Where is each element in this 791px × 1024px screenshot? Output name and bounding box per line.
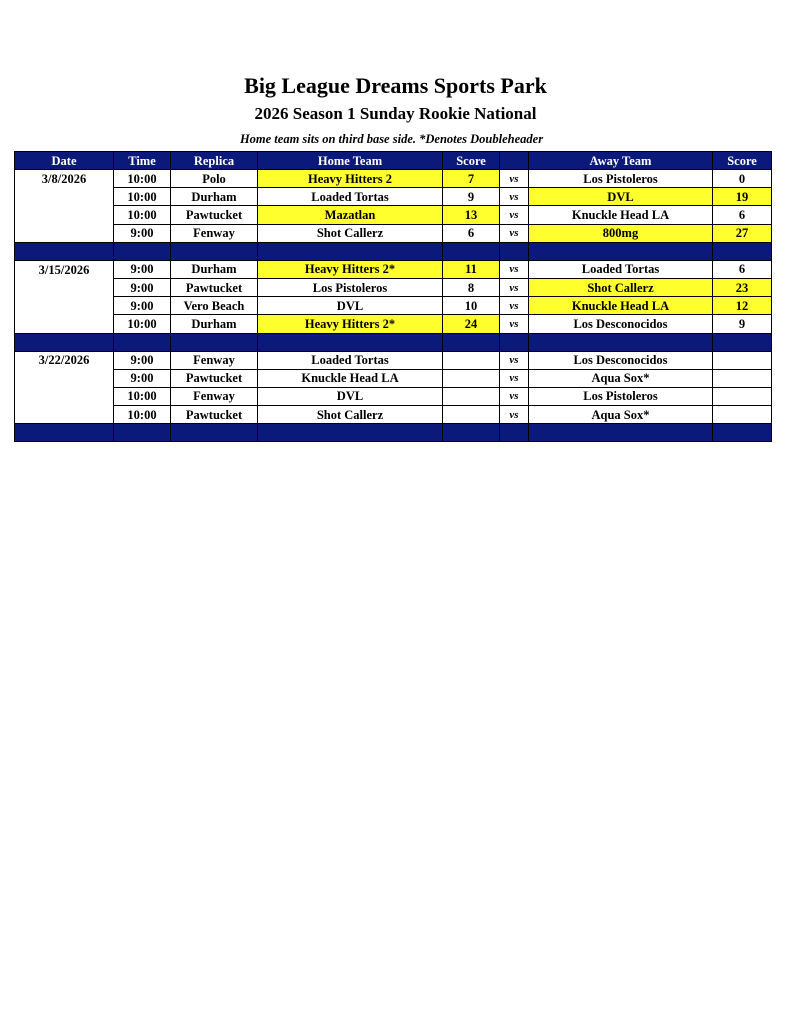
game-time: 10:00 <box>114 188 171 206</box>
separator-cell <box>443 424 500 442</box>
col-header-home-team: Home Team <box>258 152 443 170</box>
game-replica: Pawtucket <box>171 406 258 424</box>
vs-label: vs <box>500 206 529 224</box>
game-time: 10:00 <box>114 206 171 224</box>
game-date <box>15 278 114 296</box>
away-score: 12 <box>713 297 772 315</box>
away-score: 9 <box>713 315 772 333</box>
away-team: Loaded Tortas <box>529 260 713 278</box>
home-team: DVL <box>258 387 443 405</box>
game-time: 9:00 <box>114 297 171 315</box>
page-title: Big League Dreams Sports Park <box>244 73 547 98</box>
game-time: 10:00 <box>114 315 171 333</box>
separator-cell <box>529 333 713 351</box>
separator-cell <box>114 242 171 260</box>
game-date <box>15 315 114 333</box>
table-row <box>15 224 772 242</box>
col-header-vs <box>500 152 529 170</box>
separator-cell <box>713 242 772 260</box>
col-header-home-score: Score <box>443 152 500 170</box>
col-header-away-team: Away Team <box>529 152 713 170</box>
game-time: 10:00 <box>114 406 171 424</box>
schedule-note: Home team sits on third base side. *Denotes Doubleheader <box>239 132 544 146</box>
away-team: Los Pistoleros <box>529 170 713 188</box>
game-replica: Polo <box>171 170 258 188</box>
table-row <box>15 406 772 424</box>
away-team: Shot Callerz <box>529 278 713 296</box>
away-score: 6 <box>713 206 772 224</box>
away-team: Los Pistoleros <box>529 387 713 405</box>
separator-cell <box>258 333 443 351</box>
home-score: 13 <box>443 206 500 224</box>
home-score: 7 <box>443 170 500 188</box>
game-replica: Pawtucket <box>171 206 258 224</box>
game-replica: Pawtucket <box>171 369 258 387</box>
away-score: 6 <box>713 260 772 278</box>
separator-cell <box>443 242 500 260</box>
separator-cell <box>114 424 171 442</box>
col-header-time: Time <box>114 152 171 170</box>
game-date <box>15 297 114 315</box>
table-row <box>15 351 772 369</box>
game-date <box>15 206 114 224</box>
home-team: Shot Callerz <box>258 224 443 242</box>
separator-cell <box>500 333 529 351</box>
vs-label: vs <box>500 297 529 315</box>
home-team: Loaded Tortas <box>258 188 443 206</box>
vs-label: vs <box>500 315 529 333</box>
game-date: 3/8/2026 <box>15 170 114 188</box>
table-row <box>15 188 772 206</box>
home-score: 8 <box>443 278 500 296</box>
col-header-replica: Replica <box>171 152 258 170</box>
home-score <box>443 406 500 424</box>
table-row <box>15 297 772 315</box>
away-team: Knuckle Head LA <box>529 297 713 315</box>
game-date <box>15 387 114 405</box>
schedule-body <box>15 170 772 442</box>
separator-cell <box>15 333 114 351</box>
home-team: Loaded Tortas <box>258 351 443 369</box>
separator-cell <box>15 424 114 442</box>
vs-label: vs <box>500 278 529 296</box>
game-time: 10:00 <box>114 387 171 405</box>
home-score <box>443 387 500 405</box>
game-replica: Fenway <box>171 387 258 405</box>
game-time: 9:00 <box>114 224 171 242</box>
week-separator-row <box>15 242 772 260</box>
home-team: Heavy Hitters 2* <box>258 315 443 333</box>
game-time: 9:00 <box>114 351 171 369</box>
home-score: 9 <box>443 188 500 206</box>
game-replica: Durham <box>171 188 258 206</box>
table-row <box>15 260 772 278</box>
game-replica: Pawtucket <box>171 278 258 296</box>
page-subtitle: 2026 Season 1 Sunday Rookie National <box>254 104 537 123</box>
home-team: Heavy Hitters 2* <box>258 260 443 278</box>
table-row <box>15 369 772 387</box>
game-replica: Fenway <box>171 351 258 369</box>
vs-label: vs <box>500 224 529 242</box>
week-separator-row <box>15 424 772 442</box>
vs-label: vs <box>500 387 529 405</box>
game-date <box>15 406 114 424</box>
game-date <box>15 369 114 387</box>
game-date <box>15 188 114 206</box>
away-team: Los Desconocidos <box>529 315 713 333</box>
vs-label: vs <box>500 260 529 278</box>
home-team: Los Pistoleros <box>258 278 443 296</box>
separator-cell <box>171 242 258 260</box>
game-time: 9:00 <box>114 278 171 296</box>
separator-cell <box>15 242 114 260</box>
table-row <box>15 278 772 296</box>
vs-label: vs <box>500 369 529 387</box>
away-team: Aqua Sox* <box>529 369 713 387</box>
separator-cell <box>529 242 713 260</box>
separator-cell <box>171 333 258 351</box>
table-row <box>15 387 772 405</box>
vs-label: vs <box>500 406 529 424</box>
table-row <box>15 315 772 333</box>
away-score: 23 <box>713 278 772 296</box>
week-separator-row <box>15 333 772 351</box>
table-row <box>15 170 772 188</box>
separator-cell <box>114 333 171 351</box>
game-replica: Durham <box>171 260 258 278</box>
separator-cell <box>500 424 529 442</box>
col-header-date: Date <box>15 152 114 170</box>
away-team: Los Desconocidos <box>529 351 713 369</box>
away-team: Aqua Sox* <box>529 406 713 424</box>
game-time: 10:00 <box>114 170 171 188</box>
home-score: 24 <box>443 315 500 333</box>
home-score: 11 <box>443 260 500 278</box>
separator-cell <box>713 424 772 442</box>
away-score: 19 <box>713 188 772 206</box>
header-row <box>15 152 772 170</box>
separator-cell <box>713 333 772 351</box>
separator-cell <box>443 333 500 351</box>
separator-cell <box>258 424 443 442</box>
table-row <box>15 206 772 224</box>
home-team: Mazatlan <box>258 206 443 224</box>
separator-cell <box>258 242 443 260</box>
game-date: 3/22/2026 <box>15 351 114 369</box>
away-score <box>713 406 772 424</box>
separator-cell <box>171 424 258 442</box>
away-score <box>713 351 772 369</box>
game-replica: Vero Beach <box>171 297 258 315</box>
game-replica: Fenway <box>171 224 258 242</box>
away-score: 27 <box>713 224 772 242</box>
game-replica: Durham <box>171 315 258 333</box>
home-team: Knuckle Head LA <box>258 369 443 387</box>
away-team: DVL <box>529 188 713 206</box>
home-score <box>443 351 500 369</box>
game-date <box>15 224 114 242</box>
away-team: Knuckle Head LA <box>529 206 713 224</box>
away-team: 800mg <box>529 224 713 242</box>
away-score <box>713 387 772 405</box>
home-team: Heavy Hitters 2 <box>258 170 443 188</box>
home-score <box>443 369 500 387</box>
vs-label: vs <box>500 351 529 369</box>
home-score: 6 <box>443 224 500 242</box>
home-team: DVL <box>258 297 443 315</box>
vs-label: vs <box>500 170 529 188</box>
separator-cell <box>500 242 529 260</box>
home-team: Shot Callerz <box>258 406 443 424</box>
home-score: 10 <box>443 297 500 315</box>
schedule-table <box>14 151 772 442</box>
away-score: 0 <box>713 170 772 188</box>
game-date: 3/15/2026 <box>15 260 114 278</box>
away-score <box>713 369 772 387</box>
separator-cell <box>529 424 713 442</box>
vs-label: vs <box>500 188 529 206</box>
game-time: 9:00 <box>114 260 171 278</box>
col-header-away-score: Score <box>713 152 772 170</box>
game-time: 9:00 <box>114 369 171 387</box>
